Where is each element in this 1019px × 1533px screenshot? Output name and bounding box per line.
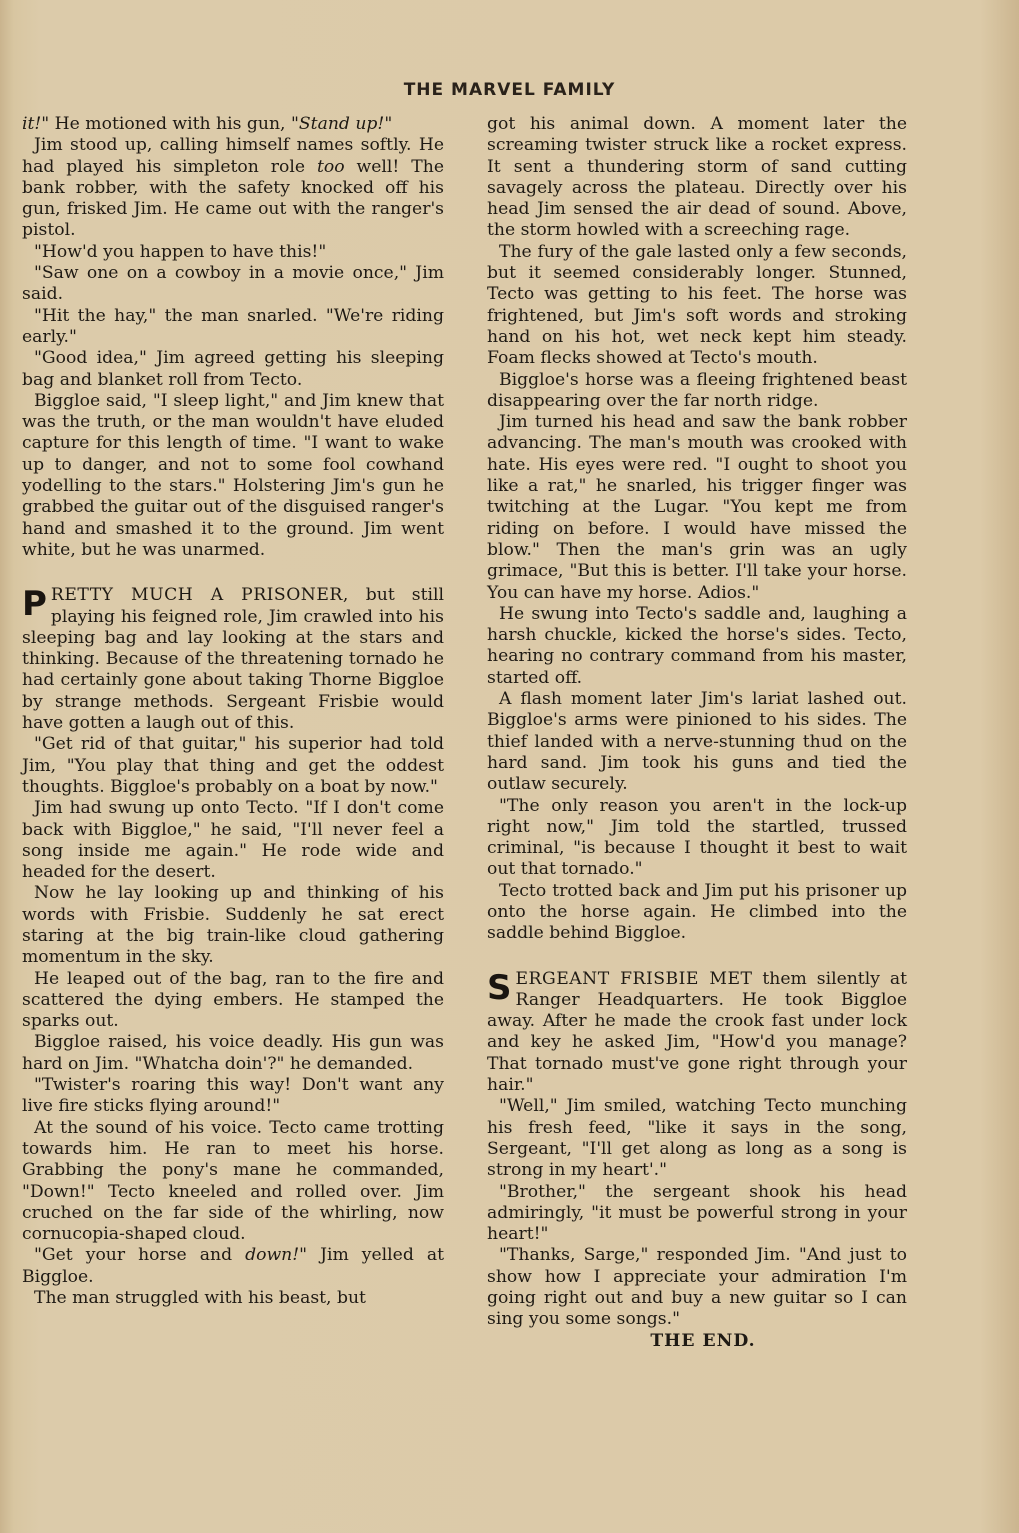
paragraph: Biggloe said, "I sleep light," and Jim knew that was the truth, or the man wouldn't have eluded capture for this length of time. "I want to wake up to danger, and not to some fool cowhand yodelling to the stars." Holstering Jim's gun he grabbed the guitar out of the disguised ranger's hand and smashed it to the ground. Jim went white, but he was unarmed. [22, 390, 444, 560]
paragraph: "Brother," the sergeant shook his head admiringly, "it must be powerful strong in your heart!" [487, 1181, 907, 1245]
paragraph: got his animal down. A moment later the screaming twister struck like a rocket express. It sent a thundering storm of sand cutting savagely across the plateau. Directly over his head Jim sensed the air dead of sound. Above, the storm howled with a screeching rage. [487, 114, 907, 241]
drop-cap: P [22, 584, 47, 625]
paragraph: Biggloe raised, his voice deadly. His gun was hard on Jim. "Whatcha doin'?" he demanded. [22, 1032, 444, 1074]
paragraph: "The only reason you aren't in the lock-up right now," Jim told the startled, trussed criminal, "is because I thought it best to wait out that tornado." [487, 795, 907, 880]
section-opening-paragraph: PRETTY MUCH A PRISONER, but still playing his feigned role, Jim crawled into his sleeping bag and lay looking at the stars and thinking. Because of the threatening tornado he had certainly gone about taking Thorne Biggloe by strange methods. Sergeant Frisbie would have gotten a laugh out of this. [22, 584, 444, 734]
paragraph: At the sound of his voice. Tecto came trotting towards him. He ran to meet his horse. Grabbing the pony's mane he commanded, "Down!" Tecto kneeled and rolled over. Jim cruched on the far side of the whirling, now cornucopia-shaped cloud. [22, 1117, 444, 1245]
paragraph: Jim turned his head and saw the bank robber advancing. The man's mouth was crooked with hate. His eyes were red. "I ought to shoot you like a rat," he snarled, his trigger finger was twitching at the Lugar. "You kept me from riding on before. I would have missed the blow." Then the man's grin was an ugly grimace, "But this is better. I'll take your horse. You can have my horse. Adios." [487, 412, 907, 603]
section-opening-paragraph: SERGEANT FRISBIE MET them silently at Ranger Headquarters. He took Biggloe away. After he made the crook fast under lock and key he asked Jim, "How'd you manage? That tornado must've gone right through your hair." [487, 967, 907, 1096]
paragraph: Now he lay looking up and thinking of his words with Frisbie. Suddenly he sat erect staring at the big train-like cloud gathering momentum in the sky. [22, 883, 444, 968]
paragraph: "Get rid of that guitar," his superior had told Jim, "You play that thing and get the oddest thoughts. Biggloe's probably on a boat by now." [22, 734, 444, 797]
paragraph: Jim stood up, calling himself names softly. He had played his simpleton role too well! The bank robber, with the safety knocked off his gun, frisked Jim. He came out with the ranger's pistol. [22, 135, 445, 241]
paragraph: "Good idea," Jim agreed getting his sleeping bag and blanket roll from Tecto. [22, 348, 444, 390]
paragraph: Tecto trotted back and Jim put his prisoner up onto the horse again. He climbed into the saddle behind Biggloe. [487, 880, 907, 944]
paragraph: "Well," Jim smiled, watching Tecto munching his fresh feed, "like it says in the song, Sergeant, "I'll get along as long as a song is strong in my heart'." [487, 1096, 907, 1181]
paragraph: "Twister's roaring this way! Don't want any live fire sticks flying around!" [22, 1075, 444, 1117]
paragraph: The man struggled with his beast, but [34, 1288, 366, 1309]
paragraph: A flash moment later Jim's lariat lashed out. Biggloe's arms were pinioned to his sides. The thief landed with a nerve-stunning thud on the hard sand. Jim took his guns and tied the outlaw securely. [487, 689, 907, 795]
paragraph: The fury of the gale lasted only a few seconds, but it seemed considerably longer. Stunned, Tecto was getting to his feet. The horse was frightened, but Jim's soft words and stroking hand on his hot, wet neck kept him steady. Foam flecks showed at Tecto's mouth. [487, 241, 907, 369]
right-column [487, 114, 907, 1352]
paragraph: "Thanks, Sarge," responded Jim. "And just to show how I appreciate your admiration I'm going right out and buy a new guitar so I can sing you some songs." [487, 1245, 907, 1330]
paragraph: "How'd you happen to have this!" [34, 241, 327, 262]
paragraph: Jim had swung up onto Tecto. "If I don't come back with Biggloe," he said, "I'll never feel a song inside me again." He rode wide and headed for the desert. [22, 798, 444, 883]
page-header: THE MARVEL FAMILY [403, 80, 616, 100]
paragraph: it!" He motioned with his gun, "Stand up!" [22, 114, 393, 134]
left-column [22, 114, 444, 1309]
the-end-label: THE END. [650, 1330, 756, 1351]
drop-cap: S [487, 967, 512, 1008]
paragraph: "Get your horse and down!" Jim yelled at Biggloe. [22, 1245, 444, 1287]
paragraph: He swung into Tecto's saddle and, laughing a harsh chuckle, kicked the horse's sides. Tecto, hearing no contrary command from his master, started off. [487, 603, 907, 688]
paragraph: "Saw one on a cowboy in a movie once," Jim said. [22, 263, 444, 305]
paragraph: He leaped out of the bag, ran to the fire and scattered the dying embers. He stamped the sparks out. [22, 968, 444, 1032]
paragraph: "Hit the hay," the man snarled. "We're riding early." [22, 305, 444, 347]
paragraph: Biggloe's horse was a fleeing frightened beast disappearing over the far north ridge. [487, 369, 907, 411]
